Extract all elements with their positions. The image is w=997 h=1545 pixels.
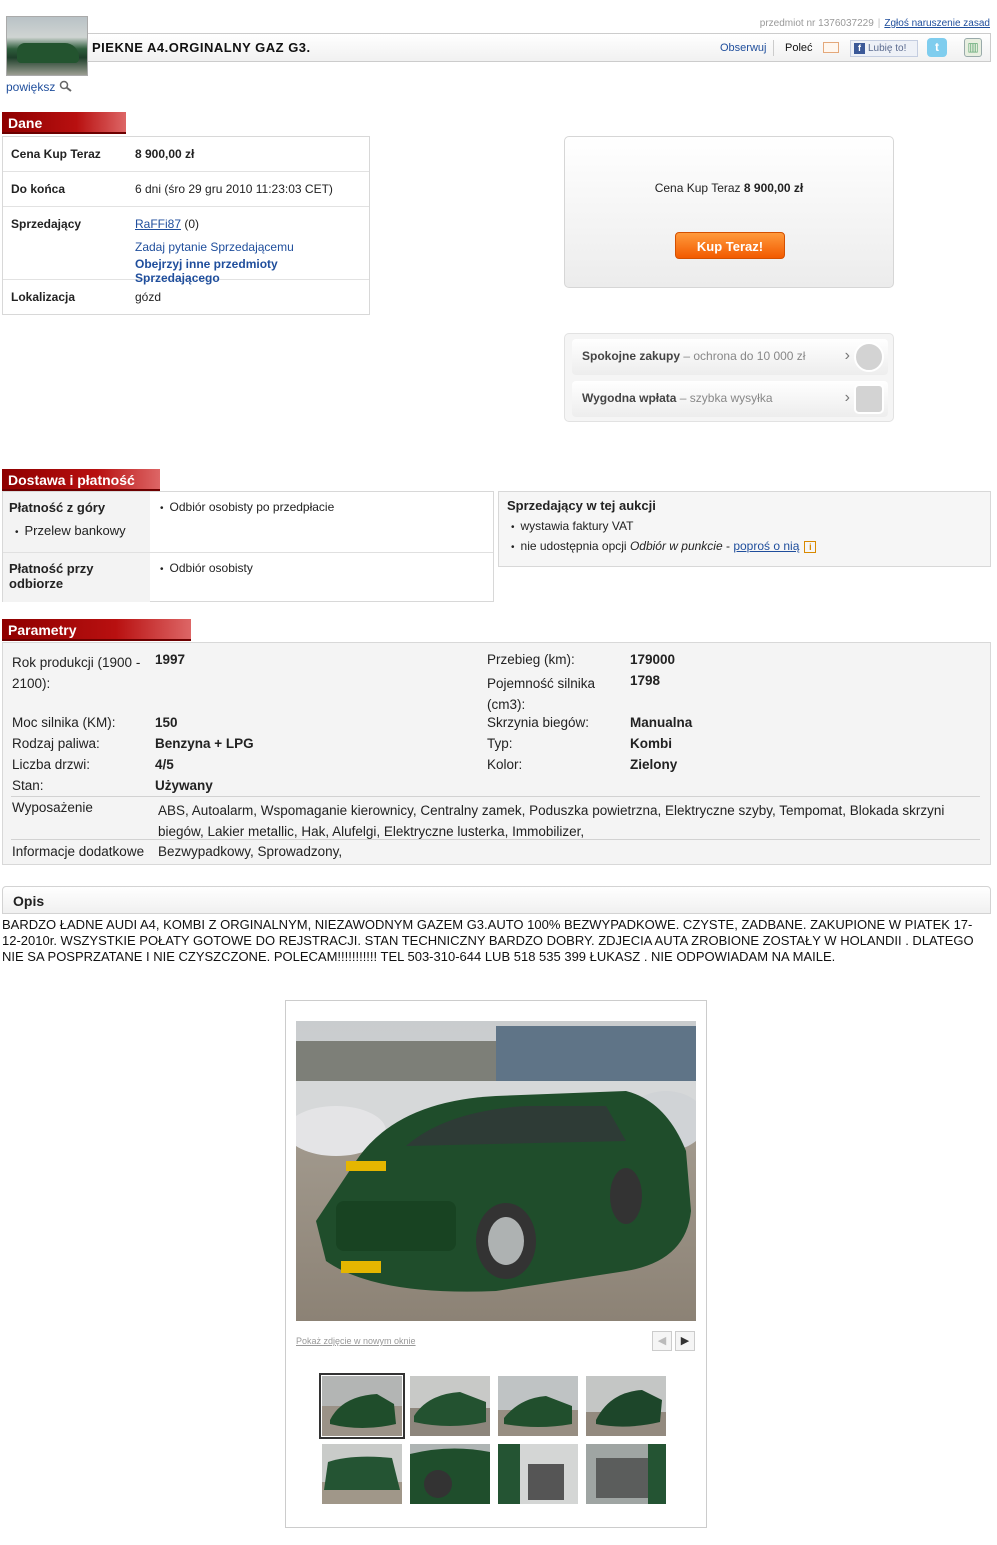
details-table bbox=[2, 136, 370, 315]
table-row: Płatność z góry • Przelew bankowy • Odbiór osobisty po przedpłacie bbox=[3, 492, 493, 553]
table-row: Lokalizacja gózd bbox=[11, 290, 162, 304]
section-header-dane: Dane bbox=[2, 112, 126, 134]
search-icon bbox=[59, 80, 73, 92]
twitter-icon[interactable]: t bbox=[927, 38, 947, 57]
page-title: PIEKNE A4.ORGINALNY GAZ G3. bbox=[92, 40, 311, 55]
gallery-thumbnail[interactable] bbox=[410, 1376, 490, 1436]
buy-now-box bbox=[564, 136, 894, 288]
parameters-table: Rok produkcji (1900 - 2100): 1997 Przebieg (km): 179000 Pojemność silnika (cm3): 1798 Moc silnika (KM): 150 Skrzynia biegów: Manualna Rodzaj paliwa: Benzyna + LPG Typ: Kombi Liczba drzwi: 4/5 Kolor: Zielony Stan: Używany Wyposażenie ABS, Autoalarm, Wspomaganie kierownicy, Centralny zamek, Poduszka powietrzna, Elektryczne szyby, Tempomat, Blokada skrzyni biegów, Lakier metallic, Hak, Alufelgi, Elektryczne lusterka, Immobilizer, Informacje dodatkowe Bezwypadkowy, Sprowadzony, bbox=[2, 642, 991, 865]
enlarge-link[interactable]: powiększ bbox=[6, 80, 73, 94]
seller-link[interactable]: RaFFi87 bbox=[135, 217, 182, 231]
item-number-bar: przedmiot nr 1376037229 | Zgłoś naruszenie zasad bbox=[759, 18, 990, 29]
facebook-like-button[interactable]: f Lubię to! bbox=[850, 40, 918, 57]
gallery-thumbnail[interactable] bbox=[498, 1444, 578, 1504]
promo-safe-shopping[interactable]: Spokojne zakupy – ochrona do 10 000 zł › bbox=[572, 339, 888, 375]
seller-info-box: Sprzedający w tej aukcji • wystawia faktury VAT • nie udostępnia opcji Odbiór w punkcie - poproś o nią i bbox=[498, 491, 991, 567]
delivery-table bbox=[2, 491, 494, 602]
buy-now-button[interactable]: Kup Teraz! bbox=[675, 232, 785, 259]
umbrella-icon bbox=[854, 342, 884, 372]
gallery-thumbnail[interactable] bbox=[322, 1444, 402, 1504]
gift-icon[interactable]: ▥ bbox=[964, 38, 982, 57]
promo-box bbox=[564, 333, 894, 422]
info-icon[interactable]: i bbox=[804, 541, 816, 553]
chevron-right-icon: › bbox=[844, 389, 850, 406]
recommend-button[interactable]: Poleć bbox=[785, 42, 813, 54]
next-photo-button[interactable]: ▶ bbox=[675, 1331, 695, 1351]
prev-photo-button[interactable]: ◀ bbox=[652, 1331, 672, 1351]
table-row: Cena Kup Teraz 8 900,00 zł bbox=[3, 137, 369, 172]
section-header-opis: Opis bbox=[2, 886, 991, 914]
seller-rating: (0) bbox=[184, 217, 200, 231]
buy-now-price: Cena Kup Teraz 8 900,00 zł bbox=[654, 181, 804, 195]
gallery-thumbnail[interactable] bbox=[322, 1376, 402, 1436]
gallery-thumbnail[interactable] bbox=[586, 1444, 666, 1504]
hand-icon bbox=[854, 384, 884, 414]
watch-button[interactable]: Obserwuj bbox=[720, 42, 767, 54]
mail-icon[interactable] bbox=[823, 42, 839, 53]
main-photo[interactable] bbox=[296, 1021, 696, 1321]
title-bar bbox=[88, 33, 991, 62]
chevron-right-icon: › bbox=[844, 347, 850, 364]
open-new-window-link[interactable]: Pokaż zdjęcie w nowym oknie bbox=[296, 1336, 416, 1346]
gallery-thumbnail[interactable] bbox=[586, 1376, 666, 1436]
table-row: Do końca 6 dni (śro 29 gru 2010 11:23:03 CET) bbox=[3, 172, 369, 207]
ask-seller-link[interactable]: Zadaj pytanie Sprzedającemu bbox=[135, 240, 294, 254]
gallery-thumbnail[interactable] bbox=[498, 1376, 578, 1436]
gallery-thumbnail[interactable] bbox=[410, 1444, 490, 1504]
seller-other-items-link[interactable]: Obejrzyj inne przedmioty Sprzedającego bbox=[135, 257, 278, 285]
item-number: przedmiot nr 1376037229 bbox=[759, 18, 874, 29]
description-text: BARDZO ŁADNE AUDI A4, KOMBI Z ORGINALNYM, NIEZAWODNYM GAZEM G3.AUTO 100% BEZWYPADKOWE. CZYSTE, ZADBANE. ZAKUPIONE W PIATEK 17-12-2010r. WSZYSTKIE POŁATY GOTOWE DO REJSTRACJI. STAN TECHNICZNY BARDZO DOBRY. ZDJECIA AUTA ZROBIONE ZOSTAŁY W HOLANDII . DLATEGO NIE SA POSPRZATANE I NIE CZYSZCZONE. POLECAM!!!!!!!!!!! TEL 503-310-644 LUB 518 535 399 ŁUKASZ . NIE ODPOWIADAM NA MAILE. bbox=[2, 917, 974, 964]
photo-gallery bbox=[285, 1000, 707, 1528]
report-link[interactable]: Zgłoś naruszenie zasad bbox=[884, 18, 990, 29]
table-row: Sprzedający RaFFi87 (0) Zadaj pytanie Sprzedającemu Obejrzyj inne przedmioty Sprzedającego bbox=[3, 207, 369, 280]
section-header-parametry: Parametry bbox=[2, 619, 191, 641]
facebook-icon: f bbox=[854, 43, 865, 54]
section-header-dostawa: Dostawa i płatność bbox=[2, 469, 160, 491]
main-thumbnail[interactable] bbox=[6, 16, 88, 76]
table-row: Płatność przy odbiorze • Odbiór osobisty bbox=[3, 553, 493, 602]
promo-convenient-payment[interactable]: Wygodna wpłata – szybka wysyłka › bbox=[572, 381, 888, 417]
request-option-link[interactable]: poproś o nią bbox=[733, 539, 800, 553]
